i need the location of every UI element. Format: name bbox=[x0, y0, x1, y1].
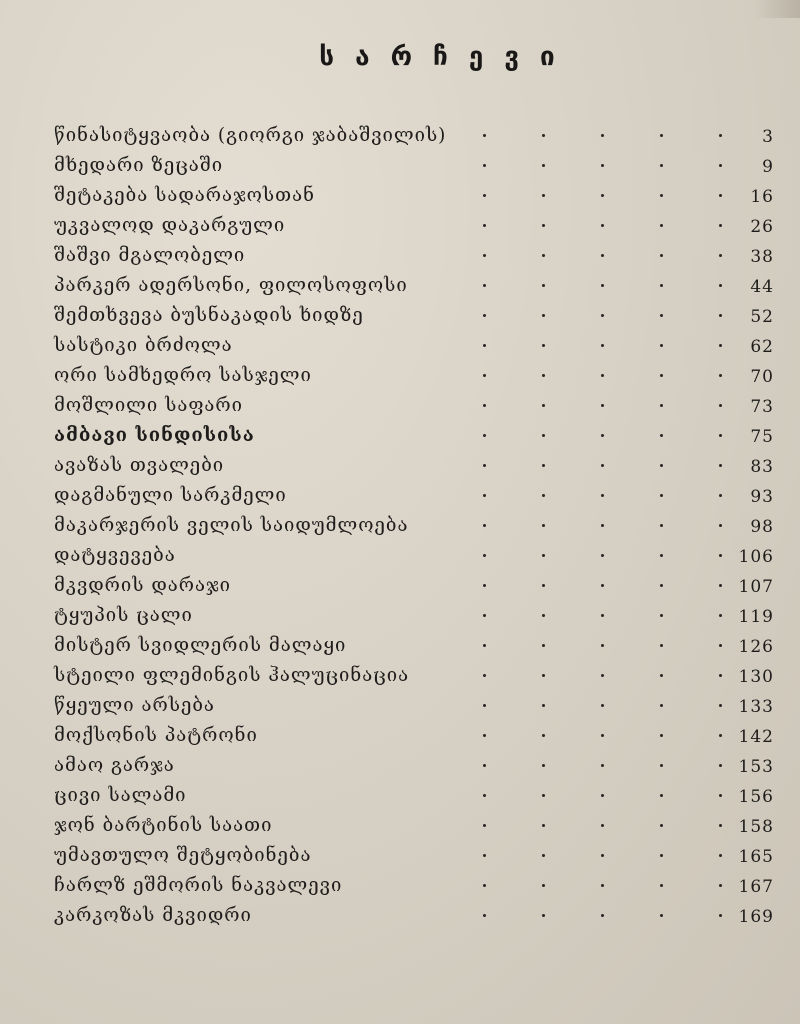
leader-dot bbox=[660, 644, 663, 647]
toc-entry bbox=[54, 390, 774, 420]
leader-dot bbox=[719, 194, 722, 197]
toc-entry-page-number: 83 bbox=[750, 457, 774, 477]
leader-dot bbox=[660, 854, 663, 857]
leader-dot bbox=[719, 434, 722, 437]
dot-leader bbox=[427, 390, 722, 420]
dot-leader bbox=[427, 810, 722, 840]
toc-entry-title: შაშვი მგალობელი bbox=[54, 244, 246, 266]
leader-dot bbox=[719, 704, 722, 707]
toc-entry-title: ამაო გარჯა bbox=[54, 754, 175, 776]
toc-entry-title: ტყუპის ცალი bbox=[54, 604, 193, 626]
leader-dot bbox=[601, 584, 604, 587]
leader-dot bbox=[542, 914, 545, 917]
leader-dot bbox=[660, 704, 663, 707]
leader-dot bbox=[660, 314, 663, 317]
toc-entry-page-number: 26 bbox=[750, 217, 774, 237]
leader-dot bbox=[601, 194, 604, 197]
dot-leader bbox=[427, 720, 722, 750]
leader-dot bbox=[660, 554, 663, 557]
leader-dot bbox=[601, 854, 604, 857]
toc-entry bbox=[54, 210, 774, 240]
leader-dot bbox=[719, 644, 722, 647]
dot-leader bbox=[427, 150, 722, 180]
leader-dot bbox=[483, 734, 486, 737]
toc-entry-page-number: 9 bbox=[762, 157, 774, 177]
leader-dot bbox=[719, 764, 722, 767]
dot-leader bbox=[427, 540, 722, 570]
dot-leader bbox=[427, 900, 722, 930]
dot-leader bbox=[427, 630, 722, 660]
toc-entry-title: უმავთულო შეტყობინება bbox=[54, 844, 312, 866]
toc-entry-page-number: 165 bbox=[738, 847, 774, 867]
leader-dot bbox=[483, 884, 486, 887]
leader-dot bbox=[601, 674, 604, 677]
toc-entry bbox=[54, 150, 774, 180]
leader-dot bbox=[601, 734, 604, 737]
leader-dot bbox=[542, 224, 545, 227]
toc-entry bbox=[54, 180, 774, 210]
leader-dot bbox=[601, 404, 604, 407]
leader-dot bbox=[660, 254, 663, 257]
leader-dot bbox=[542, 494, 545, 497]
leader-dot bbox=[542, 704, 545, 707]
dot-leader bbox=[427, 480, 722, 510]
toc-entry-page-number: 167 bbox=[738, 877, 774, 897]
leader-dot bbox=[719, 224, 722, 227]
leader-dot bbox=[542, 134, 545, 137]
leader-dot bbox=[483, 524, 486, 527]
leader-dot bbox=[719, 884, 722, 887]
table-of-contents bbox=[54, 120, 774, 930]
leader-dot bbox=[719, 254, 722, 257]
toc-entry-page-number: 16 bbox=[750, 187, 774, 207]
leader-dot bbox=[483, 404, 486, 407]
leader-dot bbox=[483, 374, 486, 377]
toc-entry-page-number: 153 bbox=[738, 757, 774, 777]
leader-dot bbox=[601, 464, 604, 467]
leader-dot bbox=[601, 374, 604, 377]
toc-entry bbox=[54, 600, 774, 630]
dot-leader bbox=[427, 210, 722, 240]
toc-entry-page-number: 70 bbox=[750, 367, 774, 387]
leader-dot bbox=[660, 434, 663, 437]
leader-dot bbox=[542, 734, 545, 737]
leader-dot bbox=[483, 854, 486, 857]
toc-entry bbox=[54, 240, 774, 270]
leader-dot bbox=[601, 614, 604, 617]
dot-leader bbox=[427, 240, 722, 270]
leader-dot bbox=[542, 614, 545, 617]
leader-dot bbox=[483, 254, 486, 257]
leader-dot bbox=[542, 644, 545, 647]
toc-entry bbox=[54, 360, 774, 390]
leader-dot bbox=[660, 824, 663, 827]
toc-entry-page-number: 93 bbox=[750, 487, 774, 507]
leader-dot bbox=[483, 554, 486, 557]
leader-dot bbox=[601, 164, 604, 167]
toc-entry-title: უკვალოდ დაკარგული bbox=[54, 214, 286, 236]
leader-dot bbox=[601, 824, 604, 827]
toc-entry-title: ორი სამხედრო სასჯელი bbox=[54, 364, 312, 386]
toc-entry-title: დატყვევება bbox=[54, 544, 176, 566]
leader-dot bbox=[483, 764, 486, 767]
leader-dot bbox=[542, 794, 545, 797]
leader-dot bbox=[660, 674, 663, 677]
toc-entry bbox=[54, 630, 774, 660]
leader-dot bbox=[542, 854, 545, 857]
toc-entry-page-number: 158 bbox=[738, 817, 774, 837]
leader-dot bbox=[719, 344, 722, 347]
leader-dot bbox=[601, 344, 604, 347]
leader-dot bbox=[660, 884, 663, 887]
toc-entry-title: წყეული არსება bbox=[54, 694, 215, 716]
toc-entry-title: მისტერ სვიდლერის მალაყი bbox=[54, 634, 347, 656]
toc-entry-title: სტეილი ფლემინგის ჰალუცინაცია bbox=[54, 664, 410, 686]
toc-entry-title: მხედარი ზეცაში bbox=[54, 154, 224, 176]
leader-dot bbox=[660, 404, 663, 407]
toc-entry bbox=[54, 540, 774, 570]
leader-dot bbox=[719, 494, 722, 497]
dot-leader bbox=[427, 840, 722, 870]
leader-dot bbox=[483, 134, 486, 137]
toc-entry-page-number: 44 bbox=[750, 277, 774, 297]
toc-entry-title: მოქსონის პატრონი bbox=[54, 724, 258, 746]
leader-dot bbox=[483, 314, 486, 317]
leader-dot bbox=[483, 584, 486, 587]
leader-dot bbox=[542, 464, 545, 467]
leader-dot bbox=[483, 464, 486, 467]
leader-dot bbox=[601, 254, 604, 257]
leader-dot bbox=[719, 314, 722, 317]
leader-dot bbox=[601, 764, 604, 767]
toc-entry-title: ჩარლზ ეშმორის ნაკვალევი bbox=[54, 874, 343, 896]
leader-dot bbox=[660, 224, 663, 227]
leader-dot bbox=[542, 884, 545, 887]
leader-dot bbox=[601, 224, 604, 227]
toc-entry-page-number: 126 bbox=[738, 637, 774, 657]
dot-leader bbox=[427, 420, 722, 450]
dot-leader bbox=[427, 300, 722, 330]
leader-dot bbox=[660, 194, 663, 197]
leader-dot bbox=[542, 164, 545, 167]
leader-dot bbox=[542, 434, 545, 437]
toc-entry-page-number: 169 bbox=[738, 907, 774, 927]
toc-entry-title: ამბავი სინდისისა bbox=[54, 424, 255, 446]
leader-dot bbox=[601, 494, 604, 497]
leader-dot bbox=[660, 734, 663, 737]
leader-dot bbox=[719, 824, 722, 827]
leader-dot bbox=[601, 284, 604, 287]
dot-leader bbox=[427, 180, 722, 210]
leader-dot bbox=[719, 854, 722, 857]
leader-dot bbox=[601, 794, 604, 797]
leader-dot bbox=[719, 794, 722, 797]
leader-dot bbox=[601, 524, 604, 527]
toc-entry-page-number: 156 bbox=[738, 787, 774, 807]
leader-dot bbox=[542, 314, 545, 317]
leader-dot bbox=[483, 194, 486, 197]
page-title: ს ა რ ჩ ე ვ ი bbox=[319, 42, 561, 72]
leader-dot bbox=[542, 674, 545, 677]
leader-dot bbox=[719, 914, 722, 917]
leader-dot bbox=[483, 824, 486, 827]
toc-entry-title: ჯონ ბარტინის საათი bbox=[54, 814, 273, 836]
toc-entry-title: პარკერ ადერსონი, ფილოსოფოსი bbox=[54, 274, 408, 296]
toc-entry bbox=[54, 750, 774, 780]
leader-dot bbox=[719, 674, 722, 677]
leader-dot bbox=[660, 914, 663, 917]
leader-dot bbox=[719, 734, 722, 737]
dot-leader bbox=[427, 750, 722, 780]
toc-entry bbox=[54, 300, 774, 330]
leader-dot bbox=[660, 524, 663, 527]
leader-dot bbox=[660, 494, 663, 497]
leader-dot bbox=[542, 824, 545, 827]
toc-entry-page-number: 62 bbox=[750, 337, 774, 357]
toc-entry-title: დაგმანული სარკმელი bbox=[54, 484, 287, 506]
leader-dot bbox=[719, 614, 722, 617]
toc-entry bbox=[54, 870, 774, 900]
leader-dot bbox=[719, 284, 722, 287]
leader-dot bbox=[719, 524, 722, 527]
toc-entry bbox=[54, 660, 774, 690]
leader-dot bbox=[542, 284, 545, 287]
toc-entry bbox=[54, 900, 774, 930]
toc-entry-title: მოშლილი საფარი bbox=[54, 394, 244, 416]
toc-entry bbox=[54, 780, 774, 810]
leader-dot bbox=[542, 254, 545, 257]
toc-entry-page-number: 3 bbox=[762, 127, 774, 147]
leader-dot bbox=[483, 644, 486, 647]
leader-dot bbox=[719, 404, 722, 407]
leader-dot bbox=[542, 764, 545, 767]
leader-dot bbox=[483, 284, 486, 287]
leader-dot bbox=[601, 704, 604, 707]
dot-leader bbox=[427, 570, 722, 600]
leader-dot bbox=[483, 494, 486, 497]
toc-entry-title: წინასიტყვაობა (გიორგი ჯაბაშვილის) bbox=[54, 124, 447, 146]
toc-entry-page-number: 98 bbox=[750, 517, 774, 537]
leader-dot bbox=[483, 914, 486, 917]
leader-dot bbox=[660, 464, 663, 467]
leader-dot bbox=[660, 794, 663, 797]
leader-dot bbox=[601, 314, 604, 317]
leader-dot bbox=[719, 554, 722, 557]
leader-dot bbox=[542, 404, 545, 407]
leader-dot bbox=[542, 524, 545, 527]
toc-entry-page-number: 119 bbox=[738, 607, 774, 627]
dot-leader bbox=[427, 660, 722, 690]
toc-entry-title: ავაზას თვალები bbox=[54, 454, 225, 476]
leader-dot bbox=[601, 554, 604, 557]
leader-dot bbox=[601, 134, 604, 137]
toc-entry-page-number: 75 bbox=[750, 427, 774, 447]
leader-dot bbox=[542, 194, 545, 197]
leader-dot bbox=[601, 884, 604, 887]
toc-entry bbox=[54, 690, 774, 720]
leader-dot bbox=[483, 704, 486, 707]
toc-entry-page-number: 130 bbox=[738, 667, 774, 687]
leader-dot bbox=[483, 224, 486, 227]
leader-dot bbox=[660, 584, 663, 587]
toc-entry-title: მაკარჯერის ველის საიდუმლოება bbox=[54, 514, 409, 536]
toc-entry bbox=[54, 720, 774, 750]
toc-entry-page-number: 107 bbox=[738, 577, 774, 597]
dot-leader bbox=[427, 330, 722, 360]
leader-dot bbox=[483, 164, 486, 167]
leader-dot bbox=[601, 914, 604, 917]
dot-leader bbox=[427, 690, 722, 720]
dot-leader bbox=[427, 780, 722, 810]
dot-leader bbox=[427, 120, 722, 150]
toc-entry bbox=[54, 270, 774, 300]
toc-entry-title: ცივი სალამი bbox=[54, 784, 187, 806]
toc-entry-page-number: 142 bbox=[738, 727, 774, 747]
toc-entry-page-number: 52 bbox=[750, 307, 774, 327]
toc-entry-title: სასტიკი ბრძოლა bbox=[54, 334, 233, 356]
leader-dot bbox=[483, 344, 486, 347]
leader-dot bbox=[483, 674, 486, 677]
toc-entry bbox=[54, 120, 774, 150]
leader-dot bbox=[660, 764, 663, 767]
leader-dot bbox=[483, 434, 486, 437]
leader-dot bbox=[719, 164, 722, 167]
toc-entry bbox=[54, 840, 774, 870]
leader-dot bbox=[601, 434, 604, 437]
leader-dot bbox=[660, 374, 663, 377]
toc-entry-title: შემთხვევა ბუსნაკადის ხიდზე bbox=[54, 304, 364, 326]
toc-entry-title: მკვდრის დარაჯი bbox=[54, 574, 232, 596]
toc-entry bbox=[54, 420, 774, 450]
dot-leader bbox=[427, 510, 722, 540]
dot-leader bbox=[427, 270, 722, 300]
leader-dot bbox=[601, 644, 604, 647]
toc-entry bbox=[54, 570, 774, 600]
toc-entry-title: კარკოზას მკვიდრი bbox=[54, 904, 252, 926]
leader-dot bbox=[660, 134, 663, 137]
leader-dot bbox=[660, 614, 663, 617]
leader-dot bbox=[719, 134, 722, 137]
toc-entry-title: შეტაკება სადარაჯოსთან bbox=[54, 184, 315, 206]
toc-entry-page-number: 38 bbox=[750, 247, 774, 267]
leader-dot bbox=[660, 344, 663, 347]
leader-dot bbox=[719, 584, 722, 587]
toc-entry-page-number: 73 bbox=[750, 397, 774, 417]
dot-leader bbox=[427, 450, 722, 480]
leader-dot bbox=[542, 584, 545, 587]
dot-leader bbox=[427, 600, 722, 630]
toc-entry-page-number: 106 bbox=[738, 547, 774, 567]
dot-leader bbox=[427, 360, 722, 390]
leader-dot bbox=[542, 554, 545, 557]
toc-entry bbox=[54, 450, 774, 480]
leader-dot bbox=[719, 464, 722, 467]
leader-dot bbox=[660, 284, 663, 287]
toc-entry-page-number: 133 bbox=[738, 697, 774, 717]
leader-dot bbox=[483, 794, 486, 797]
leader-dot bbox=[483, 614, 486, 617]
toc-entry bbox=[54, 330, 774, 360]
toc-entry bbox=[54, 480, 774, 510]
toc-entry bbox=[54, 810, 774, 840]
dot-leader bbox=[427, 870, 722, 900]
toc-entry bbox=[54, 510, 774, 540]
leader-dot bbox=[542, 374, 545, 377]
leader-dot bbox=[660, 164, 663, 167]
leader-dot bbox=[542, 344, 545, 347]
leader-dot bbox=[719, 374, 722, 377]
page-corner-shadow bbox=[754, 0, 800, 18]
